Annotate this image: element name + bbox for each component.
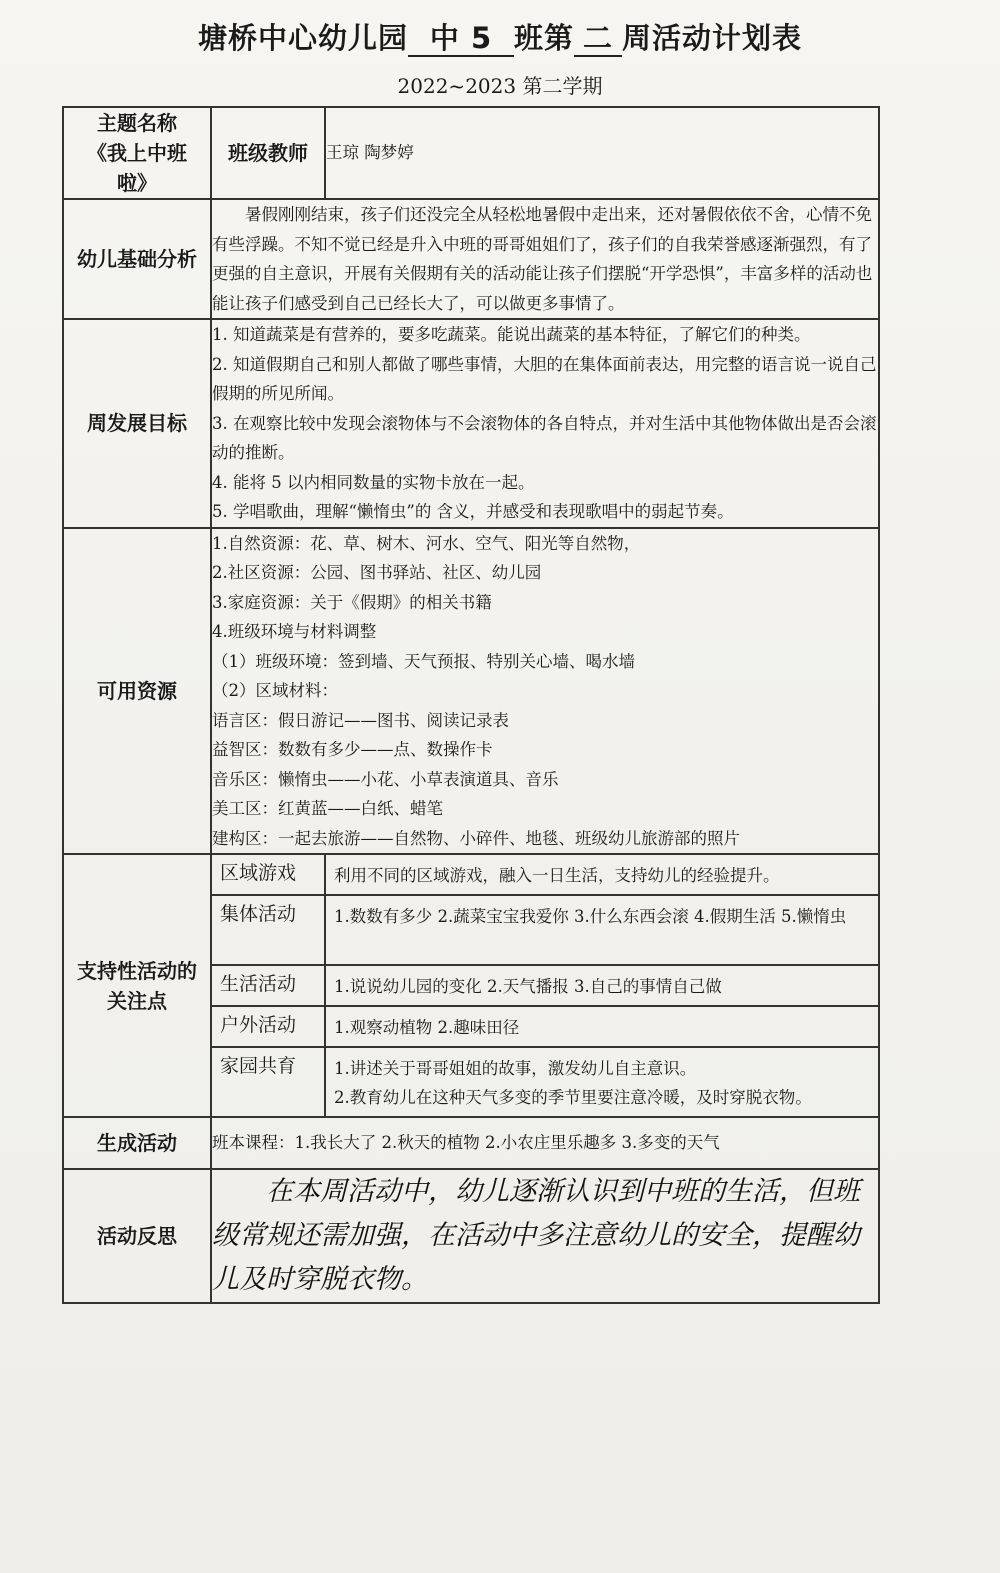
support-item-name: 区域游戏 — [212, 855, 325, 895]
generated-text: 班本课程：1.我长大了 2.秋天的植物 2.小农庄里乐趣多 3.多变的天气 — [211, 1117, 879, 1169]
reflection-row — [63, 1169, 879, 1303]
resource-item: （2）区域材料： — [212, 681, 338, 700]
resource-item: 益智区：数数有多少——点、数操作卡 — [212, 740, 493, 759]
teacher-label: 班级教师 — [211, 107, 325, 199]
goal-item: 5. 学唱歌曲，理解“懒惰虫”的 含义，并感受和表现歌唱中的弱起节奏。 — [212, 502, 734, 521]
theme-label-cell — [63, 107, 211, 199]
support-table — [212, 855, 878, 1116]
resources-row — [63, 528, 879, 855]
goal-item: 1. 知道蔬菜是有营养的，要多吃蔬菜。能说出蔬菜的基本特征，了解它们的种类。 — [212, 325, 811, 344]
plan-table — [62, 106, 880, 1304]
resource-item: 美工区：红黄蓝——白纸、蜡笔 — [212, 799, 443, 818]
goal-item: 3. 在观察比较中发现会滚物体与不会滚物体的各自特点，并对生活中其他物体做出是否会滚动的推断。 — [212, 413, 877, 462]
goals-label: 周发展目标 — [63, 319, 211, 528]
support-item-outdoor — [212, 1006, 878, 1047]
support-item-text: 1.数数有多少 2.蔬菜宝宝我爱你 3.什么东西会滚 4.假期生活 5.懒惰虫 — [325, 895, 878, 965]
theme-label: 主题名称 — [97, 111, 177, 135]
resources-label: 可用资源 — [63, 528, 211, 855]
theme-name-line2: 啦》 — [117, 171, 157, 195]
resource-item: 4.班级环境与材料调整 — [212, 622, 377, 641]
home-school-line: 1.讲述关于哥哥姐姐的故事，激发幼儿自主意识。 — [334, 1059, 697, 1078]
semester-subtitle: 2022~2023 第二学期 — [397, 74, 603, 98]
goals-row — [63, 319, 879, 528]
support-item-text: 利用不同的区域游戏，融入一日生活，支持幼儿的经验提升。 — [325, 855, 878, 895]
support-item-text: 1.观察动植物 2.趣味田径 — [325, 1006, 878, 1047]
support-cell — [211, 854, 879, 1117]
reflection-text: 在本周活动中，幼儿逐渐认识到中班的生活，但班级常规还需加强，在活动中多注意幼儿的安全，提醒幼儿及时穿脱衣物。 — [212, 1176, 860, 1295]
page-title — [0, 16, 1000, 57]
home-school-line: 2.教育幼儿在这种天气多变的季节里要注意冷暖，及时穿脱衣物。 — [334, 1088, 812, 1107]
support-label-line1: 支持性活动的 — [77, 958, 197, 983]
class-value: 中 5 — [408, 23, 514, 57]
support-label-cell — [63, 854, 211, 1117]
support-item-name: 生活活动 — [212, 965, 325, 1006]
support-row — [63, 854, 879, 1117]
support-item-text — [325, 1047, 878, 1116]
resource-item: 建构区：一起去旅游——自然物、小碎件、地毯、班级幼儿旅游部的照片 — [212, 828, 740, 848]
resource-item: 2.社区资源：公园、图书驿站、社区、幼儿园 — [212, 563, 542, 582]
analysis-label: 幼儿基础分析 — [63, 199, 211, 319]
goals-list — [211, 319, 879, 528]
resource-item: 语言区：假日游记——图书、阅读记录表 — [212, 710, 509, 730]
support-item-name: 家园共育 — [212, 1047, 325, 1116]
analysis-text: 暑假刚刚结束，孩子们还没完全从轻松地暑假中走出来，还对暑假依依不舍，心情不免有些浮躁。不知不觉已经是升入中班的哥哥姐姐们了，孩子们的自我荣誉感逐渐强烈，有了更强的自主意识，开展有关假期有关的活动能让孩子们摆脱“开学恐惧”，丰富多样的活动也能让孩子们感受到自己已经长大了，可以做更多事情了。 — [211, 199, 879, 319]
teacher-names: 王琼 陶梦婷 — [325, 107, 879, 199]
generated-label: 生成活动 — [63, 1117, 211, 1169]
support-item-home-school — [212, 1047, 878, 1116]
resources-list — [211, 528, 879, 855]
support-item-name: 集体活动 — [212, 895, 325, 965]
support-label-line2: 关注点 — [107, 988, 167, 1013]
resource-item: 音乐区：懒惰虫——小花、小草表演道具、音乐 — [212, 769, 559, 789]
generated-row — [63, 1117, 879, 1169]
support-item-daily-life — [212, 965, 878, 1006]
goal-item: 4. 能将 5 以内相同数量的实物卡放在一起。 — [212, 472, 535, 492]
week-value: 二 — [574, 23, 622, 57]
support-item-text: 1.说说幼儿园的变化 2.天气播报 3.自己的事情自己做 — [325, 965, 878, 1006]
support-item-group-activity — [212, 895, 878, 965]
theme-row — [63, 107, 879, 199]
resource-item: 3.家庭资源：关于《假期》的相关书籍 — [212, 592, 492, 612]
support-item-area-games — [212, 855, 878, 895]
week-label: 周活动计划表 — [622, 21, 803, 55]
goal-item: 2. 知道假期自己和别人都做了哪些事情，大胆的在集体面前表达，用完整的语言说一说自己假期的所见所闻。 — [212, 354, 877, 403]
theme-name-line1: 《我上中班 — [87, 141, 187, 165]
reflection-label: 活动反思 — [63, 1169, 211, 1303]
support-item-name: 户外活动 — [212, 1006, 325, 1047]
school-name: 塘桥中心幼儿园 — [197, 21, 408, 55]
class-label: 班第 — [513, 21, 574, 55]
resource-item: （1）班级环境：签到墙、天气预报、特别关心墙、喝水墙 — [212, 651, 635, 671]
resource-item: 1.自然资源：花、草、树木、河水、空气、阳光等自然物， — [212, 533, 641, 553]
analysis-row — [63, 199, 879, 319]
reflection-handwritten-text — [211, 1169, 879, 1303]
